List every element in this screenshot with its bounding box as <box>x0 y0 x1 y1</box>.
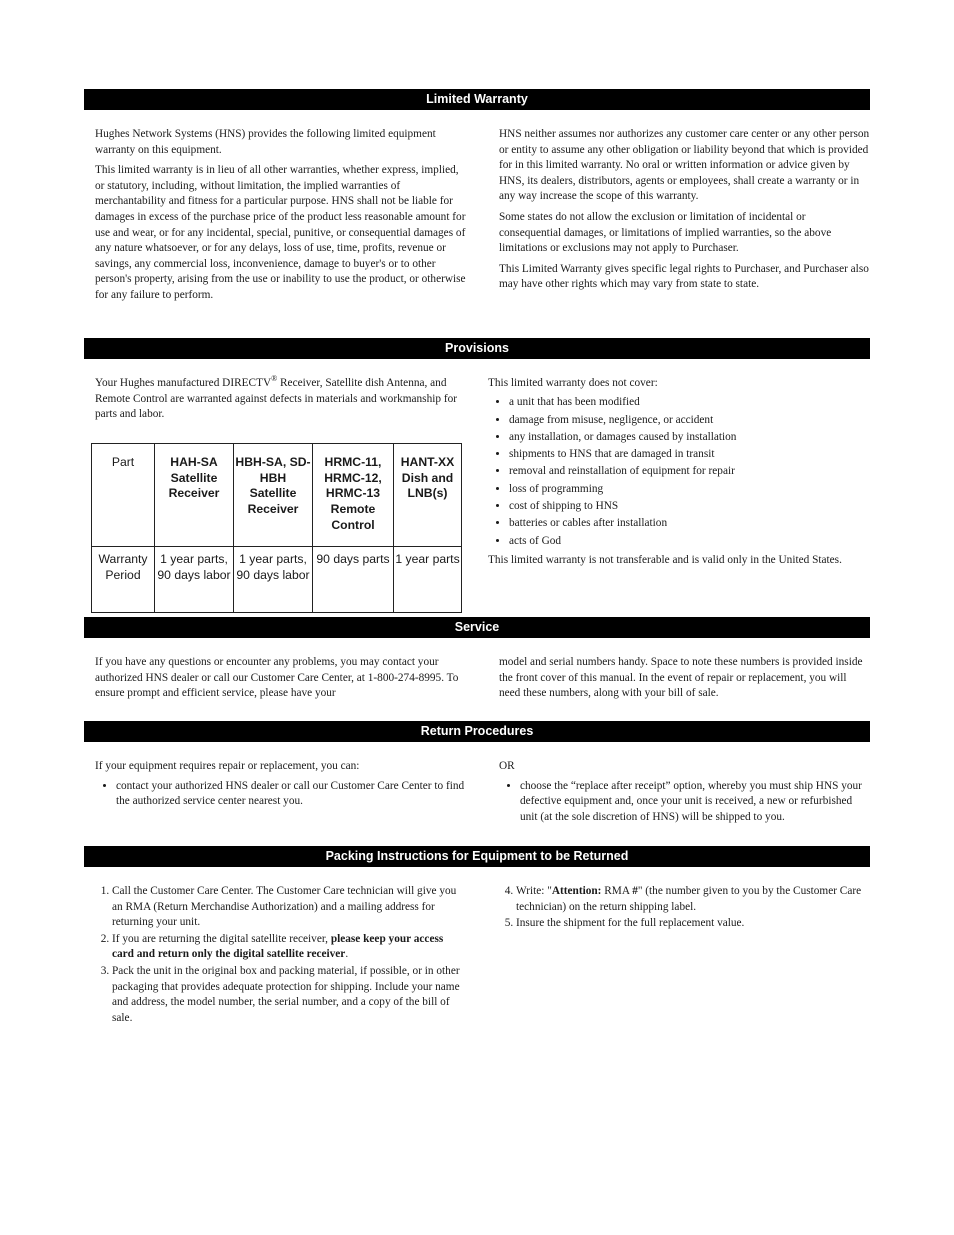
section-header-return-procedures: Return Procedures <box>84 721 870 742</box>
table-cell: 1 year parts <box>394 547 462 613</box>
list-item: • a unit that has been modified <box>509 395 870 410</box>
table-cell: 1 year parts, 90 days labor <box>234 547 313 613</box>
warranty-right-column <box>499 127 870 298</box>
packing-steps-list <box>95 884 467 1026</box>
returns-or: OR <box>499 760 515 772</box>
list-item: • batteries or cables after installation <box>509 516 870 531</box>
table-header-cell: HANT-XX Dish and LNB(s) <box>394 444 462 547</box>
returns-intro: If your equipment requires repair or replacement, you can: <box>95 760 360 772</box>
list-item: 2. If you are returning the digital satellite receiver, please keep your access card and return only the digital satellite receiver. <box>112 932 467 963</box>
warranty-period-table <box>91 443 462 613</box>
list-item: • removal and reinstallation of equipment for repair <box>509 464 870 479</box>
list-item: • cost of shipping to HNS <box>509 499 870 514</box>
returns-option-list <box>499 779 871 826</box>
exclusions-intro: This limited warranty does not cover: <box>488 377 658 389</box>
warranty-paragraph: Hughes Network Systems (HNS) provides the following limited equipment warranty on this equipment. <box>95 128 436 156</box>
packing-steps-list <box>499 884 871 932</box>
table-header-cell: HBH-SA, SD-HBH Satellite Receiver <box>234 444 313 547</box>
list-item: • acts of God <box>509 534 870 549</box>
provisions-intro <box>95 376 467 428</box>
table-header-cell: HAH-SA Satellite Receiver <box>155 444 234 547</box>
section-header-provisions: Provisions <box>84 338 870 359</box>
list-item: • shipments to HNS that are damaged in transit <box>509 447 870 462</box>
packing-right-column <box>499 884 871 933</box>
section-header-limited-warranty: Limited Warranty <box>84 89 870 110</box>
emphasis-text: please keep your access card and return only the digital satellite receiver <box>112 932 444 961</box>
table-row <box>92 444 462 547</box>
list-item: • damage from misuse, negligence, or accident <box>509 413 870 428</box>
table-header-cell: HRMC-11, HRMC-12, HRMC-13 Remote Control <box>313 444 394 547</box>
service-paragraph: model and serial numbers handy. Space to note these numbers is provided inside the front cover of this manual. In the event of repair or replacement, you will need these numbers, along with your bill of sale. <box>499 656 863 700</box>
warranty-paragraph: HNS neither assumes nor authorizes any customer care center or any other person or entity to assume any other obligation or liability beyond that which is provided for in this limited warranty. No oral or written information or advice given by HNS, its dealers, distributors, agents or employees, shall create a warranty or in any way increase the scope of this warranty. <box>499 128 870 203</box>
table-cell-part-label: Part <box>92 444 155 547</box>
list-item: • choose the “replace after receipt” option, whereby you must ship HNS your defective equipment and, once your unit is received, a new or refurbished unit (at the sole discretion of HNS) will be shipped to you. <box>520 779 871 826</box>
emphasis-text: Attention: <box>551 885 602 897</box>
section-header-service: Service <box>84 617 870 638</box>
returns-left-column <box>95 759 467 814</box>
warranty-paragraph: Some states do not allow the exclusion or limitation of incidental or consequential damages, or limitations of implied warranties, so the above limitations or exclusions may not apply to Purchaser. <box>499 210 832 255</box>
list-item: • any installation, or damages caused by installation <box>509 430 870 445</box>
warranty-left-column <box>95 127 466 309</box>
section-header-packing-instructions: Packing Instructions for Equipment to be Returned <box>84 846 870 867</box>
list-item: 1. Call the Customer Care Center. The Customer Care technician will give you an RMA (Return Merchandise Authorization) and a mailing address for returning your unit. <box>112 884 467 931</box>
table-row <box>92 547 462 613</box>
service-paragraph: If you have any questions or encounter any problems, you may contact your authorized HNS dealer or call our Customer Care Center, at 1-800-274-8995. To ensure prompt and efficient service, please have your <box>95 656 459 700</box>
transfer-note: This limited warranty is not transferable and is valid only in the United States. <box>488 553 842 566</box>
returns-option-list <box>95 779 467 810</box>
list-item: • contact your authorized HNS dealer or call our Customer Care Center to find the authorized service center nearest you. <box>116 779 467 810</box>
list-item: • loss of programming <box>509 482 870 497</box>
registered-mark: ® <box>271 374 278 384</box>
table-cell: 1 year parts, 90 days labor <box>155 547 234 613</box>
warranty-paragraph: This limited warranty is in lieu of all other warranties, whether express, implied, or statutory, including, without limitation, the implied warranties of merchantability and fitness for a particular purpose. HNS shall not be liable for damages in excess of the purchase price of the product less reasonable amount for use and wear, or for any incidental, special, punitive, or consequential damages of any nature whatsoever, or for any delays, loss of use, time, profits, revenue or savings, any commercial loss, inconvenience, damage to buyer's or to other person's property, arising from the use or inability to use the product, or otherwise for any failure to perform. <box>95 164 466 301</box>
list-item: 5. Insure the shipment for the full replacement value. <box>516 916 871 932</box>
service-right-column <box>499 655 870 707</box>
provisions-intro-text: Receiver, Satellite dish Antenna, and Remote Control are warranted against defects in materials and workmanship for parts and labor. <box>95 377 458 421</box>
emphasis-text: # <box>632 885 638 897</box>
exclusions-list <box>488 395 870 549</box>
provisions-exclusions <box>488 376 870 573</box>
list-item: 4. Write: "Attention: RMA #" (the number given to you by the Customer Care technician) on the return shipping label. <box>516 884 871 915</box>
provisions-intro-text: Your Hughes manufactured DIRECTV <box>95 377 272 389</box>
table-cell: 90 days parts <box>313 547 394 613</box>
warranty-paragraph: This Limited Warranty gives specific legal rights to Purchaser, and Purchaser also may have other rights which may vary from state to state. <box>499 262 869 291</box>
returns-right-column <box>499 759 871 829</box>
table-cell-period-label: Warranty Period <box>92 547 155 613</box>
service-left-column <box>95 655 466 707</box>
packing-left-column <box>95 884 467 1027</box>
list-item: 3. Pack the unit in the original box and packing material, if possible, or in other packaging that provides adequate protection for shipping. Include your name and address, the model number, the serial number, and a copy of the bill of sale. <box>112 964 467 1026</box>
